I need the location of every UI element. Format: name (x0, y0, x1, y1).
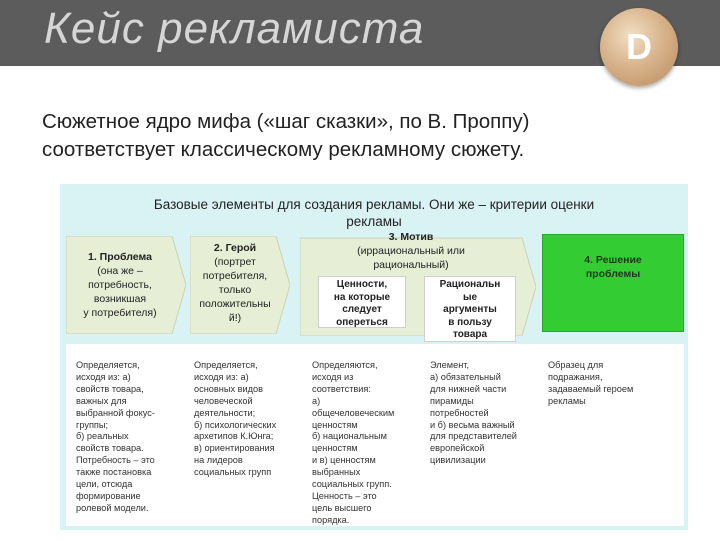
step-4-box (542, 234, 684, 332)
desc-line: социальных групп (194, 467, 272, 478)
desc-line: цели, отсюда (76, 479, 133, 490)
step-4-line: 4. Решение (584, 254, 642, 266)
desc-line: европейской (430, 443, 485, 454)
step-3-values-description (312, 360, 422, 527)
values-box (318, 276, 406, 328)
step-1-line: потребность, (88, 279, 152, 291)
desc-line: выбранной фокус- (76, 407, 155, 418)
subtitle (42, 108, 682, 164)
step-3-line: (иррациональный или (357, 245, 465, 257)
desc-line: также постановка (76, 467, 152, 478)
step-4-line: проблемы (585, 268, 641, 280)
step-3-line: рациональный) (373, 259, 449, 271)
values-line: на которые (333, 291, 391, 303)
desc-line: для представителей (430, 431, 517, 442)
step-3-arguments-description (430, 360, 540, 467)
badge-letter: D (626, 26, 652, 67)
step-1-line: (она же – (97, 265, 143, 277)
values-line: следует (342, 304, 382, 315)
desc-line: потребностей (430, 407, 489, 418)
desc-line: архетипов К.Юнга; (194, 431, 274, 442)
arguments-line: товара (452, 329, 488, 340)
step-2-line: положительны (199, 298, 271, 310)
step-1-line: возникшая (93, 293, 147, 305)
desc-line: для нижней части (430, 383, 507, 394)
slide-title: Кейс рекламиста (44, 4, 425, 53)
desc-line: б) реальных (76, 431, 129, 442)
subtitle-line-2: соответствует классическому рекламному сюжету. (42, 138, 525, 161)
desc-line: рекламы (548, 395, 586, 406)
step-3-title: 3. Мотив (388, 231, 434, 243)
desc-line: на лидеров (194, 455, 243, 466)
step-1-line: у потребителя) (83, 307, 157, 319)
desc-line: пирамиды (430, 395, 474, 406)
step-2-arrow (190, 236, 290, 334)
desc-line: цивилизации (430, 455, 486, 466)
desc-line: и б) весьма важный (430, 419, 515, 430)
desc-line: и в) ценностям (312, 455, 376, 466)
step-2-line: потребителя, (202, 270, 268, 282)
desc-line: свойств товара, (76, 383, 144, 394)
step-3-label (300, 230, 522, 272)
panel-header (60, 196, 688, 230)
desc-line: б) психологических (194, 419, 277, 430)
panel-header-line-2: рекламы (346, 214, 402, 229)
desc-line: задаваемый героем (548, 383, 634, 394)
step-2-label (190, 241, 280, 325)
desc-line: группы; (76, 419, 109, 430)
arguments-line: Рациональн (439, 279, 501, 290)
desc-line: человеческой (194, 395, 253, 406)
arguments-line: ые (462, 291, 478, 303)
arguments-box (424, 276, 516, 342)
step-1-line: 1. Проблема (88, 251, 152, 263)
desc-line: выбранных (312, 467, 361, 478)
arguments-line: в пользу (448, 316, 492, 328)
step-2-line: й!) (228, 312, 242, 324)
desc-line: важных для (76, 395, 127, 406)
desc-line: исходя из: а) (194, 371, 249, 382)
desc-line: исходя из: а) (76, 371, 131, 382)
desc-line: общечеловеческим (312, 407, 395, 418)
step-1-description (76, 360, 186, 515)
desc-line: исходя из (312, 371, 354, 382)
desc-line: порядка. (312, 514, 350, 525)
step-2-line: 2. Герой (213, 242, 257, 254)
desc-line: Определяются, (312, 360, 378, 370)
desc-line: свойств товара. (76, 443, 144, 454)
desc-line: Определяется, (76, 360, 140, 370)
letter-badge (600, 8, 678, 86)
arguments-line: аргументы (443, 304, 497, 315)
desc-line: Образец для (548, 360, 604, 370)
step-1-arrow (66, 236, 186, 334)
step-1-label (66, 250, 174, 320)
desc-line: а) обязательный (430, 371, 501, 382)
desc-line: в) ориентирования (194, 443, 275, 454)
desc-line: а) (312, 395, 321, 406)
step-4-description (548, 360, 668, 408)
desc-line: Определяется, (194, 360, 258, 370)
desc-line: социальных групп. (312, 479, 392, 490)
desc-line: ценностям (312, 443, 358, 454)
step-2-line: только (218, 284, 252, 296)
values-line: опереться (336, 316, 388, 328)
desc-line: подражания, (548, 371, 603, 382)
desc-line: основных видов (194, 383, 263, 394)
subtitle-line-1: Сюжетное ядро мифа («шаг сказки», по В. Проппу) (42, 110, 530, 133)
desc-line: ролевой модели. (76, 502, 149, 513)
desc-line: деятельности; (194, 407, 256, 418)
desc-line: б) национальным (312, 431, 387, 442)
step-2-line: (портрет (214, 256, 256, 268)
desc-line: Ценность – это (312, 490, 377, 501)
desc-line: цель высшего (312, 502, 372, 513)
desc-line: соответствия: (312, 383, 371, 394)
desc-line: ценностям (312, 419, 358, 430)
step-2-description (194, 360, 300, 479)
desc-line: Элемент, (430, 360, 470, 370)
desc-line: формирование (76, 490, 141, 501)
panel-header-line-1: Базовые элементы для создания рекламы. Они же – критерии оценки (153, 197, 595, 212)
desc-line: Потребность – это (76, 455, 155, 466)
values-line: Ценности, (336, 279, 388, 290)
